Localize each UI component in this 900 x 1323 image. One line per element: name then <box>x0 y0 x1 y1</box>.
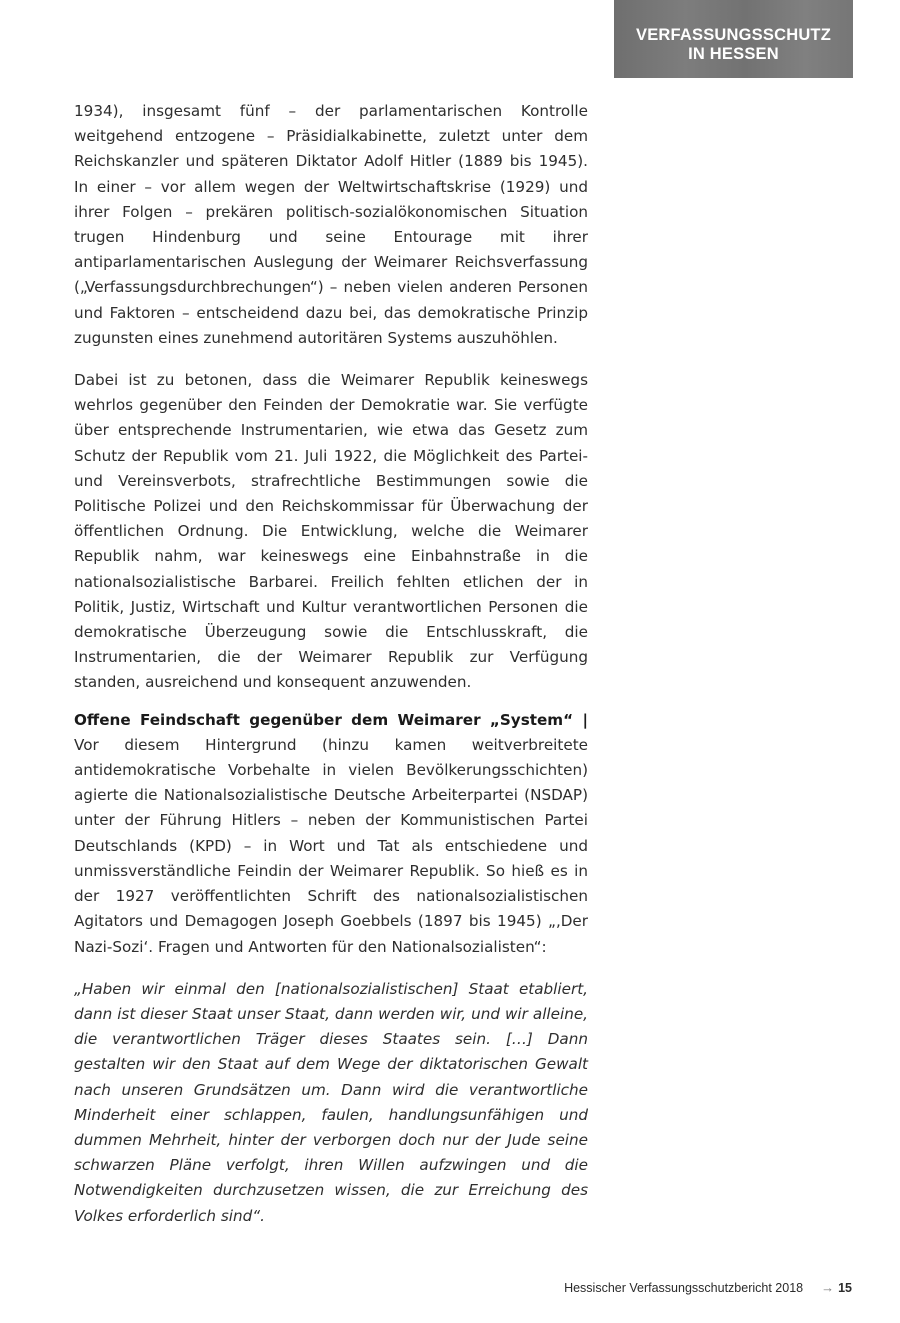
quote-block: „Haben wir einmal den [nationalsozialistischen] Staat etabliert, dann ist dieser Staat unser Staat, dann werden wir, und wir alleine, die verantwortlichen Träger dieses Staates sein. […] Dann gestalten wir den Staat auf dem Wege der diktatorischen Gewalt nach unseren Grundsätzen um. Dann wird die verantwortliche Minderheit einer schlappen, faulen, handlungsunfähigen und dummen Mehrheit, hinter der verborgen doch nur der Jude seine schwarzen Pläne verfolgt, ihren Willen aufzwingen und die Notwendigkeiten durchzusetzen wissen, die zur Erreichung des Volkes erforderlich sind“. <box>74 979 588 1225</box>
paragraph-3-text: Vor diesem Hintergrund (hinzu kamen weitverbreitete antidemokratische Vorbehalte in vielen Bevölkerungsschichten) agierte die Nationalsozialistische Deutsche Arbeiterpartei (NSDAP) unter der Führung Hitlers – neben der Kommunistischen Partei Deutschlands (KPD) – in Wort und Tat als entschiedene und unmissverständliche Feindin der Weimarer Republik. So hieß es in der 1927 veröffentlichten Schrift des nationalsozialistischen Agitators und Demagogen Joseph Goebbels (1897 bis 1945) „‚Der Nazi-Sozi‘. Fragen und Antworten für den Nationalsozialisten“: <box>74 735 588 956</box>
header-banner <box>614 0 853 78</box>
page-footer <box>0 1280 852 1295</box>
paragraph-1: 1934), insgesamt fünf – der parlamentarischen Kontrolle weitgehend entzogene – Präsidialkabinette, zuletzt unter dem Reichskanzler und späteren Diktator Adolf Hitler (1889 bis 1945). In einer – vor allem wegen der Weltwirtschaftskrise (1929) und ihrer Folgen – prekären politisch-sozialökonomischen Situation trugen Hindenburg und seine Entourage mit ihrer antiparlamentarischen Auslegung der Weimarer Reichsverfassung („Verfassungsdurchbrechungen“) – neben vielen anderen Personen und Faktoren – entscheidend dazu bei, das demokratische Prinzip zugunsten eines zunehmend autoritären Systems auszuhöhlen. <box>74 102 588 347</box>
paragraph-3 <box>74 708 588 960</box>
page-number: 15 <box>838 1281 852 1295</box>
footer-title: Hessischer Verfassungsschutzbericht 2018 <box>564 1281 804 1295</box>
section-heading: Offene Feindschaft gegenüber dem Weimarer „System“ | <box>74 710 588 729</box>
arrow-right-icon: → <box>821 1280 835 1295</box>
paragraph-2: Dabei ist zu betonen, dass die Weimarer Republik keineswegs wehrlos gegenüber den Feinden der Demokratie war. Sie verfügte über entsprechende Instrumentarien, wie etwa das Gesetz zum Schutz der Republik vom 21. Juli 1922, die Möglichkeit des Partei- und Vereinsverbots, strafrechtliche Bestimmungen sowie die Politische Polizei und den Reichskommissar für Überwachung der öffentlichen Ordnung. Die Entwicklung, welche die Weimarer Republik nahm, war keineswegs eine Einbahnstraße in die nationalsozialistische Barbarei. Freilich fehlten etlichen der in Politik, Justiz, Wirtschaft und Kultur verantwortlichen Personen die demokratische Überzeugung sowie die Entschlusskraft, die Instrumentarien, die der Weimarer Republik zur Verfügung standen, ausreichend und konsequent anzuwenden. <box>74 371 588 692</box>
main-text <box>74 99 588 1229</box>
header-title-line2: IN HESSEN <box>688 45 779 63</box>
header-title-line1: VERFASSUNGSSCHUTZ <box>635 26 831 44</box>
